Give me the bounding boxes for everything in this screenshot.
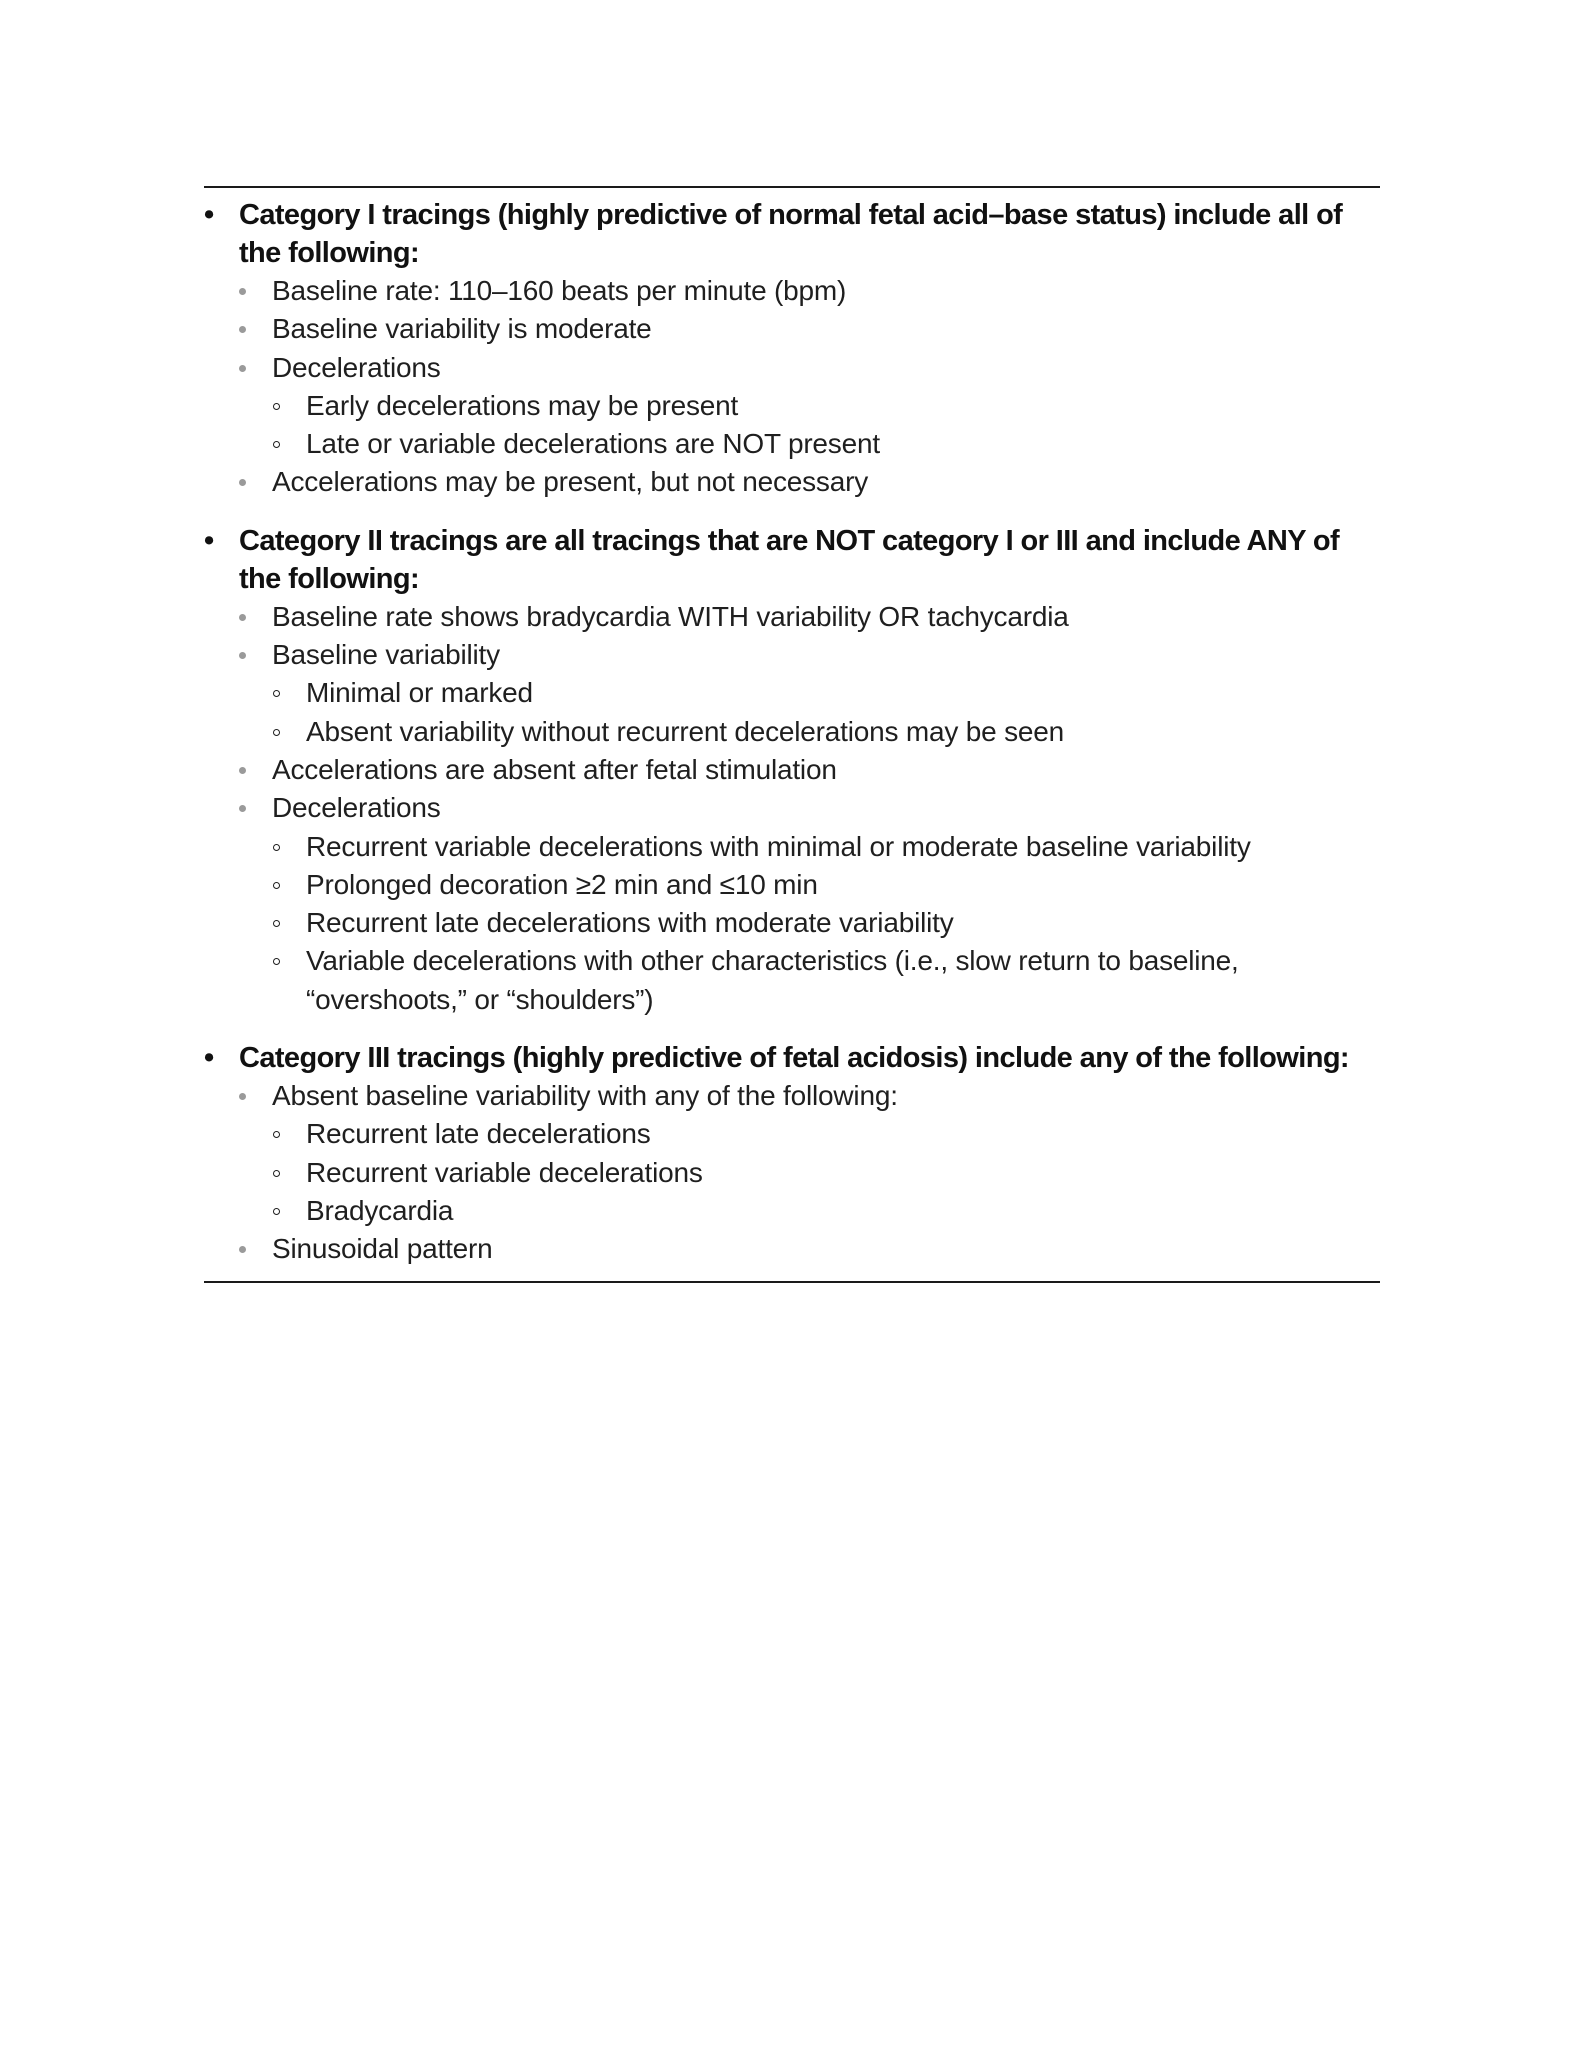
list-item (204, 272, 1380, 310)
sub-item (204, 904, 1380, 942)
item-text: Decelerations (272, 792, 441, 824)
ring-bullet-icon (273, 958, 280, 965)
item-text: Accelerations are absent after fetal stimulation (272, 753, 837, 785)
sub-item-text: Absent variability without recurrent decelerations may be seen (306, 715, 1064, 747)
heading-text: Category II tracings are all tracings that are NOT category I or III and include ANY of the following: (239, 524, 1340, 595)
item-text: Decelerations (272, 351, 441, 383)
sub-item (204, 674, 1380, 712)
list-item (204, 636, 1380, 674)
gray-bullet-icon (239, 1093, 246, 1100)
sub-item-text: Recurrent late decelerations with moderate variability (306, 907, 954, 939)
ring-bullet-icon (273, 920, 280, 927)
item-text: Accelerations may be present, but not necessary (272, 466, 869, 498)
ring-bullet-icon (273, 729, 280, 736)
fhr-category-box (204, 186, 1380, 1283)
category-ii-section (204, 522, 1380, 1019)
gray-bullet-icon (239, 479, 246, 486)
gray-bullet-icon (239, 767, 246, 774)
heading-text: Category I tracings (highly predictive of normal fetal acid–base status) include all of the following: (239, 199, 1343, 269)
ring-bullet-icon (273, 882, 280, 889)
category-ii-heading (204, 522, 1380, 598)
gray-bullet-icon (239, 326, 246, 333)
gray-bullet-icon (239, 805, 246, 812)
bullet-icon: • (204, 1042, 214, 1075)
list-item (204, 1230, 1380, 1268)
heading-text: Category III tracings (highly predictive of fetal acidosis) include any of the following: (239, 1042, 1349, 1075)
ring-bullet-icon (273, 1131, 280, 1138)
ring-bullet-icon (273, 690, 280, 697)
ring-bullet-icon (273, 403, 280, 410)
item-text: Baseline variability (272, 639, 500, 671)
bullet-icon: • (204, 199, 214, 231)
sub-item (204, 942, 1380, 1019)
list-item (204, 463, 1380, 501)
sub-item-text: Late or variable decelerations are NOT present (306, 428, 880, 460)
item-text: Baseline rate shows bradycardia WITH variability OR tachycardia (272, 600, 1069, 632)
ring-bullet-icon (273, 1170, 280, 1177)
list-item (204, 751, 1380, 789)
sub-item-text: Early decelerations may be present (306, 389, 739, 421)
sub-item-text: Bradycardia (306, 1194, 454, 1226)
category-iii-heading (204, 1039, 1380, 1077)
sub-item-text: Prolonged decoration ≥2 min and ≤10 min (306, 868, 818, 900)
gray-bullet-icon (239, 614, 246, 621)
sub-item (204, 866, 1380, 904)
gray-bullet-icon (239, 1246, 246, 1253)
item-text: Baseline variability is moderate (272, 313, 652, 345)
sub-item-text: Recurrent late decelerations (306, 1118, 651, 1150)
sub-item-text: Variable decelerations with other characteristics (i.e., slow return to baseline, “overshoots,” or “shoulders”) (306, 945, 1239, 1015)
item-text: Absent baseline variability with any of the following: (272, 1080, 898, 1112)
sub-item (204, 1115, 1380, 1153)
category-i-heading (204, 196, 1380, 272)
list-item (204, 349, 1380, 387)
sub-item (204, 425, 1380, 463)
list-item (204, 598, 1380, 636)
ring-bullet-icon (273, 1208, 280, 1215)
bullet-icon: • (204, 524, 214, 557)
ring-bullet-icon (273, 441, 280, 448)
list-item (204, 789, 1380, 827)
category-iii-section (204, 1039, 1380, 1268)
gray-bullet-icon (239, 365, 246, 372)
ring-bullet-icon (273, 844, 280, 851)
list-item (204, 1077, 1380, 1115)
list-item (204, 310, 1380, 348)
gray-bullet-icon (239, 652, 246, 659)
sub-item (204, 387, 1380, 425)
sub-item (204, 828, 1380, 866)
sub-item (204, 1154, 1380, 1192)
category-i-section (204, 196, 1380, 502)
gray-bullet-icon (239, 288, 246, 295)
sub-item (204, 713, 1380, 751)
sub-item-text: Recurrent variable decelerations with minimal or moderate baseline variability (306, 830, 1251, 862)
sub-item-text: Recurrent variable decelerations (306, 1156, 703, 1188)
sub-item-text: Minimal or marked (306, 677, 533, 709)
item-text: Sinusoidal pattern (272, 1233, 493, 1265)
sub-item (204, 1192, 1380, 1230)
item-text: Baseline rate: 110–160 beats per minute (bpm) (272, 275, 847, 306)
